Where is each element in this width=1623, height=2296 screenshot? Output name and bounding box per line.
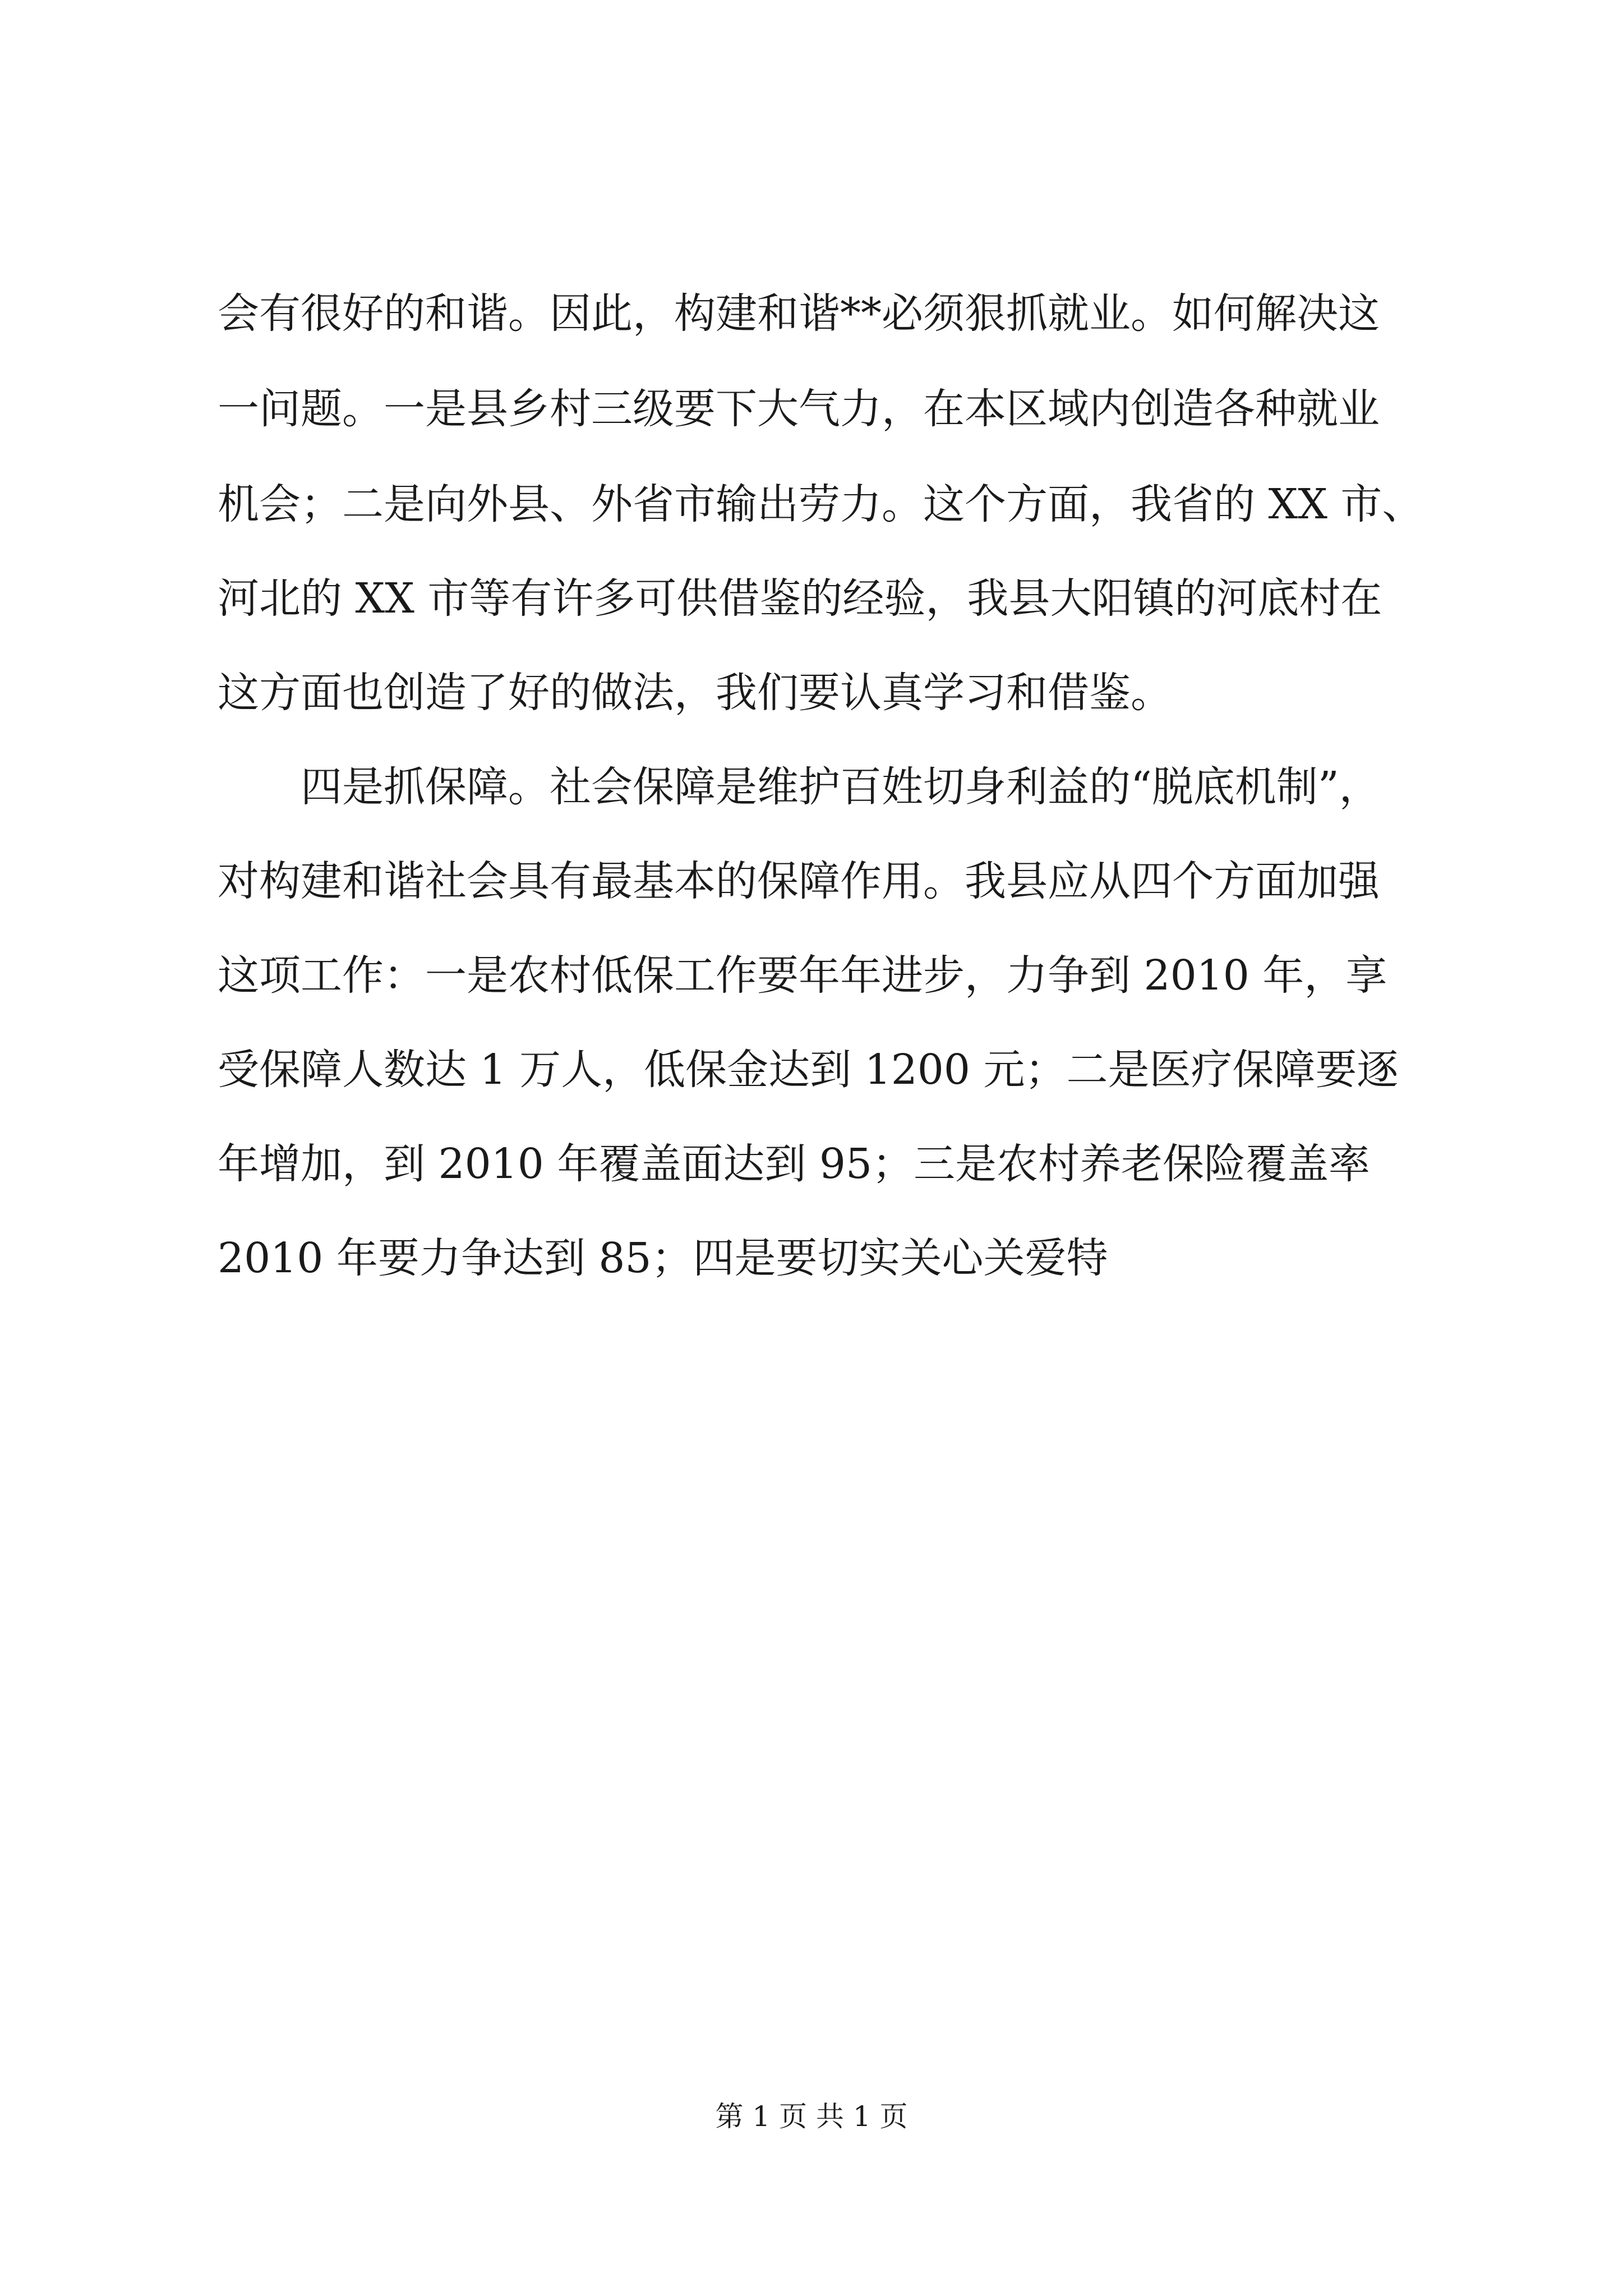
body-text-line: 机会；二是向外县、外省市输出劳力。这个方面，我省的 XX 市、 [218,480,1424,528]
body-text-line: 受保障人数达 1 万人，低保金达到 1200 元；二是医疗保障要逐 [218,1046,1399,1094]
body-text-line: 年增加，到 2010 年覆盖面达到 95；三是农村养老保险覆盖率 [218,1140,1371,1188]
body-text-line: 这方面也创造了好的做法，我们要认真学习和借鉴。 [218,669,1172,717]
body-text-line: 对构建和谐社会具有最基本的保障作用。我县应从四个方面加强 [218,857,1380,905]
body-text-line: 四是抓保障。社会保障是维护百姓切身利益的“脱底机制”， [301,763,1381,811]
body-text-line: 河北的 XX 市等有许多可供借鉴的经验，我县大阳镇的河底村在 [218,574,1382,623]
body-text-line: 会有很好的和谐。因此，构建和谐**必须狠抓就业。如何解决这 [218,289,1380,338]
body-text-line: 2010 年要力争达到 85；四是要切实关心关爱特 [218,1234,1108,1282]
body-text-line: 这项工作：一是农村低保工作要年年进步，力争到 2010 年，享 [218,951,1387,1000]
page-footer: 第 1 页 共 1 页 [715,2100,908,2133]
body-text-line: 一问题。一是县乡村三级要下大气力，在本区域内创造各种就业 [218,385,1380,433]
